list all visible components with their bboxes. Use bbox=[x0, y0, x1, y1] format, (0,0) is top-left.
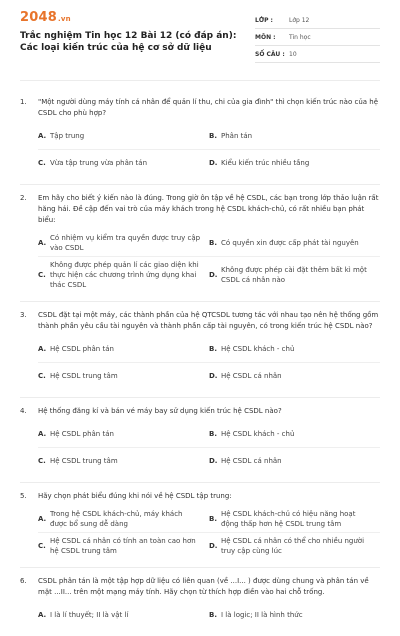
logo-suffix: .vn bbox=[57, 15, 71, 23]
option-letter: C. bbox=[38, 372, 46, 380]
option-text: I là lí thuyết; II là vật lí bbox=[50, 611, 129, 619]
answer-option-a[interactable] bbox=[38, 602, 209, 628]
option-letter: C. bbox=[38, 457, 46, 465]
meta-row-class bbox=[255, 12, 380, 29]
question-header bbox=[20, 491, 380, 502]
question-text: CSDL phân tán là một tập hợp dữ liệu có liên quan (về ...I... ) được dùng chung và phân tán về mặt ...II... trên một mạng máy tính. Hãy chọn từ thích hợp điền vào hai chỗ trống. bbox=[38, 577, 369, 596]
option-letter: B. bbox=[209, 430, 217, 438]
option-letter: B. bbox=[209, 132, 217, 140]
meta-table bbox=[255, 12, 380, 63]
option-text: Hệ CSDL cá nhân có thể cho nhiều người truy cập cùng lúc bbox=[221, 537, 365, 555]
logo-text: 2048 bbox=[20, 10, 57, 25]
question-item bbox=[20, 398, 380, 483]
meta-key: SỐ CÂU : bbox=[255, 50, 285, 58]
question-number: 1. bbox=[20, 98, 27, 106]
question-text: CSDL đặt tại một máy, các thành phần của hệ QTCSDL tương tác với nhau tạo nên hệ thống gồm thành phần yêu cầu tài nguyên và thành phần cấp tài nguyên, có trong kiến trúc hệ CSDL nào? bbox=[38, 311, 379, 330]
question-item bbox=[20, 568, 380, 636]
option-text: Hệ CSDL cá nhân bbox=[221, 372, 282, 380]
option-text: Phân tán bbox=[221, 132, 253, 140]
option-text: Vừa tập trung vừa phân tán bbox=[50, 159, 148, 167]
question-header bbox=[20, 406, 380, 417]
option-text: Có nhiệm vụ kiểm tra quyền được truy cập vào CSDL bbox=[50, 234, 201, 252]
answer-option-c[interactable] bbox=[38, 257, 209, 293]
option-letter: B. bbox=[209, 515, 217, 523]
question-item bbox=[20, 302, 380, 398]
answer-option-a[interactable] bbox=[38, 230, 209, 257]
answer-option-d[interactable] bbox=[209, 150, 380, 176]
options-grid bbox=[38, 506, 380, 559]
answer-option-a[interactable] bbox=[38, 336, 209, 363]
site-logo[interactable] bbox=[20, 10, 255, 27]
meta-row-count bbox=[255, 46, 380, 63]
question-header bbox=[20, 576, 380, 598]
brand-block bbox=[20, 10, 255, 54]
answer-option-b[interactable] bbox=[209, 336, 380, 363]
option-letter: B. bbox=[209, 239, 217, 247]
question-number: 5. bbox=[20, 492, 27, 500]
option-text: Có quyền xin được cấp phát tài nguyên bbox=[221, 239, 359, 247]
page-title: Trắc nghiệm Tin học 12 Bài 12 (có đáp án): Các loại kiến trúc của hệ cơ sở dữ liệu bbox=[20, 31, 237, 53]
options-grid bbox=[38, 336, 380, 389]
option-letter: D. bbox=[209, 372, 218, 380]
option-text: I là logic; II là hình thức bbox=[221, 611, 303, 619]
question-item bbox=[20, 89, 380, 185]
question-list bbox=[20, 89, 380, 636]
answer-option-b[interactable] bbox=[209, 506, 380, 533]
option-letter: B. bbox=[209, 345, 217, 353]
meta-value: Lớp 12 bbox=[289, 16, 310, 24]
options-grid bbox=[38, 123, 380, 176]
answer-option-a[interactable] bbox=[38, 123, 209, 150]
question-number: 2. bbox=[20, 194, 27, 202]
question-text: Hãy chọn phát biểu đúng khi nói về hệ CSDL tập trung: bbox=[38, 492, 232, 500]
option-letter: C. bbox=[38, 542, 46, 550]
header-divider bbox=[20, 80, 380, 81]
header bbox=[20, 10, 380, 70]
answer-option-d[interactable] bbox=[209, 533, 380, 559]
option-letter: A. bbox=[38, 345, 47, 353]
option-text: Hệ CSDL cá nhân bbox=[221, 457, 282, 465]
option-text: Trong hệ CSDL khách-chủ, máy khách được bổ sung dễ dàng bbox=[50, 510, 183, 528]
meta-key: LỚP : bbox=[255, 16, 273, 24]
answer-option-b[interactable] bbox=[209, 230, 380, 257]
option-text: Hệ CSDL trung tâm bbox=[50, 457, 118, 465]
answer-option-d[interactable] bbox=[209, 257, 380, 293]
options-grid bbox=[38, 602, 380, 628]
question-item bbox=[20, 483, 380, 568]
option-letter: D. bbox=[209, 159, 218, 167]
options-grid bbox=[38, 230, 380, 293]
option-letter: A. bbox=[38, 515, 47, 523]
question-header bbox=[20, 97, 380, 119]
question-number: 6. bbox=[20, 577, 27, 585]
answer-option-c[interactable] bbox=[38, 448, 209, 474]
answer-option-c[interactable] bbox=[38, 533, 209, 559]
option-letter: B. bbox=[209, 611, 217, 619]
option-text: Hệ CSDL phân tán bbox=[50, 430, 114, 438]
meta-value: Tin học bbox=[289, 33, 311, 41]
option-letter: A. bbox=[38, 430, 47, 438]
option-text: Hệ CSDL khách - chủ bbox=[221, 430, 295, 438]
option-text: Hệ CSDL trung tâm bbox=[50, 372, 118, 380]
option-letter: D. bbox=[209, 271, 218, 279]
meta-row-subject bbox=[255, 29, 380, 46]
meta-value: 10 bbox=[289, 50, 297, 58]
option-text: Hệ CSDL cá nhân có tính an toàn cao hơn hệ CSDL trung tâm bbox=[50, 537, 196, 555]
answer-option-b[interactable] bbox=[209, 421, 380, 448]
option-text: Không được phép cài đặt thêm bất kì một CSDL cá nhân nào bbox=[221, 266, 367, 284]
question-header bbox=[20, 193, 380, 226]
answer-option-c[interactable] bbox=[38, 363, 209, 389]
option-text: Tập trung bbox=[50, 132, 85, 140]
option-text: Không được phép quản lí các giao diện khi thực hiện các chương trình ứng dụng khai thác CSDL bbox=[50, 261, 199, 289]
option-text: Hệ CSDL phân tán bbox=[50, 345, 114, 353]
answer-option-c[interactable] bbox=[38, 150, 209, 176]
option-letter: A. bbox=[38, 611, 47, 619]
answer-option-d[interactable] bbox=[209, 448, 380, 474]
option-letter: D. bbox=[209, 542, 218, 550]
answer-option-d[interactable] bbox=[209, 363, 380, 389]
option-letter: A. bbox=[38, 239, 47, 247]
question-text: Em hãy cho biết ý kiến nào là đúng. Trong giờ ôn tập về hệ CSDL, các bạn trong lớp thảo luận rất hăng hái. Đề cập đến vai trò của máy khách trong hệ CSDL khách-chủ, có rất nhiều bạn phát biểu: bbox=[38, 194, 379, 224]
question-header bbox=[20, 310, 380, 332]
option-text: Hệ CSDL khách-chủ có hiệu năng hoạt động thấp hơn hệ CSDL trung tâm bbox=[221, 510, 356, 528]
answer-option-a[interactable] bbox=[38, 421, 209, 448]
option-letter: C. bbox=[38, 271, 46, 279]
question-text: "Một người dùng máy tính cá nhân để quản lí thu, chi của gia đình" thì chọn kiến trúc nào của hệ CSDL cho phù hợp? bbox=[38, 98, 379, 117]
option-text: Kiểu kiến trúc nhiều tầng bbox=[221, 159, 310, 167]
answer-option-b[interactable] bbox=[209, 123, 380, 150]
answer-option-a[interactable] bbox=[38, 506, 209, 533]
question-text: Hệ thống đăng kí và bán vé máy bay sử dụng kiến trúc hệ CSDL nào? bbox=[38, 407, 282, 415]
answer-option-b[interactable] bbox=[209, 602, 380, 628]
meta-key: MÔN : bbox=[255, 33, 276, 41]
option-letter: D. bbox=[209, 457, 218, 465]
option-letter: C. bbox=[38, 159, 46, 167]
question-item bbox=[20, 185, 380, 302]
options-grid bbox=[38, 421, 380, 474]
question-number: 3. bbox=[20, 311, 27, 319]
option-letter: A. bbox=[38, 132, 47, 140]
question-number: 4. bbox=[20, 407, 27, 415]
option-text: Hệ CSDL khách - chủ bbox=[221, 345, 295, 353]
